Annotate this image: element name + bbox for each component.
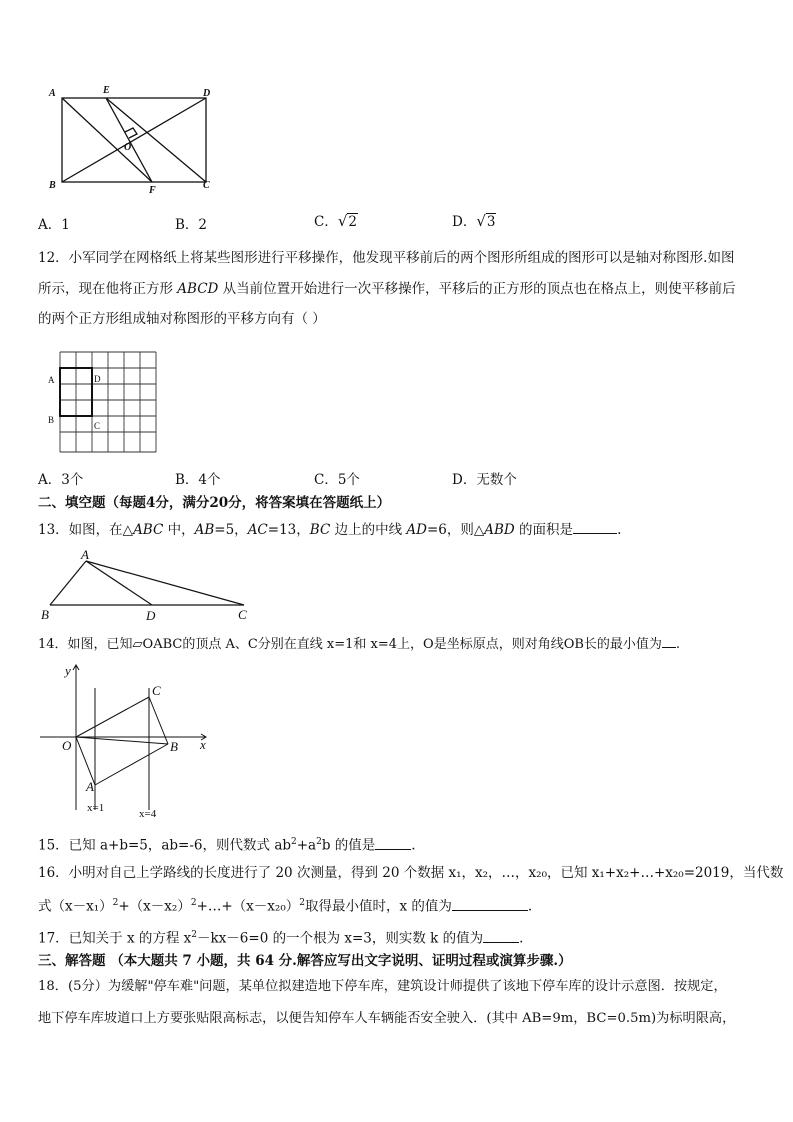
label-D: D — [203, 88, 211, 99]
label-A: A — [49, 88, 56, 99]
label-F: F — [149, 185, 156, 196]
label-A: A — [86, 779, 94, 794]
q11-option-b: B．2 — [175, 217, 208, 233]
label-C: C — [238, 607, 247, 622]
grid-label-C: C — [94, 421, 101, 431]
q17-answer-blank — [483, 929, 519, 943]
q17-text: 17．已知关于 x 的方程 $x^2-kx-6=0$ 的一个根为 x=3，则实数 k 的值为 . — [38, 930, 524, 947]
q18-line-1: 18．(5分）为缓解"停车难"问题，某单位拟建造地下停车库，建筑设计师提供了该地下停车库的设计示意图．按规定， — [38, 979, 727, 994]
section-3-heading: 三、解答题 （本大题共 7 小题，共 64 分.解答应写出文字说明、证明过程或演算步骤.） — [38, 953, 572, 969]
q18-line-2: 地下停车库坡道口上方要张贴限高标志，以便告知停车人车辆能否安全驶入．(其中 AB=9m，BC=0.5m)为标明限高， — [38, 1011, 736, 1026]
diagonal-ob — [76, 737, 168, 744]
q12-line-2: 所示，现在他将正方形 ABCD 从当前位置开始进行一次平移操作，平移后的正方形的顶点也在格点上，则使平移前后 — [38, 281, 736, 297]
q16-answer-blank — [452, 897, 528, 911]
q11-option-a: A．1 — [38, 217, 70, 233]
q12-line-3: 的两个正方形组成轴对称图形的平移方向有（ ） — [38, 311, 326, 327]
q11-option-c: C．√2 — [314, 212, 357, 230]
q15-text: 15．已知 a+b=5，ab=-6，则代数式 $ab^2+a^2b$ 的值是 . — [38, 837, 416, 854]
side-oc — [76, 697, 149, 737]
figure-q11-rectangle — [46, 84, 216, 196]
grid-label-B: B — [48, 415, 55, 425]
label-C: C — [203, 180, 210, 191]
q13-answer-blank — [573, 520, 617, 534]
label-O: O — [62, 738, 72, 753]
label-C: C — [152, 683, 161, 698]
label-B: B — [41, 607, 49, 622]
figure-q13-triangle — [38, 547, 258, 625]
q12-line-1: 12．小军同学在网格纸上将某些图形进行平移操作，他发现平移前后的两个图形所组成的图形可以是轴对称图形.如图 — [38, 250, 735, 266]
diagonal-bd — [62, 98, 206, 182]
side-ab — [95, 744, 168, 785]
median-ad — [86, 561, 152, 605]
q12-option-b: B．4个 — [175, 472, 221, 488]
q12-option-a: A．3个 — [38, 472, 84, 488]
grid-label-D: D — [94, 374, 101, 384]
q16-line-2: 式$(x-x_1)^2+(x-x_2)^2+\dots+(x-x_{20})^2$取得最小值时，x 的值为 . — [38, 898, 533, 915]
grid-label-A: A — [48, 375, 55, 385]
q12-option-d: D．无数个 — [452, 472, 517, 488]
label-D: D — [146, 608, 156, 623]
figure-q14-coordinate — [38, 660, 218, 820]
label-O: O — [124, 142, 132, 153]
q16-line-1: 16．小明对自己上学路线的长度进行了 20 次测量，得到 20 个数据 x₁，x₂，…，x₂₀，已知 x₁+x₂+…+x₂₀=2019，当代数 — [38, 865, 784, 881]
label-B: B — [49, 180, 56, 191]
label-x-equals-4: x=4 — [139, 808, 157, 820]
segment-ef — [106, 98, 152, 182]
side-ab — [50, 561, 86, 605]
figure-q12-grid — [44, 350, 164, 454]
side-oa — [76, 737, 95, 785]
label-A: A — [81, 547, 89, 562]
label-y: y — [65, 663, 71, 678]
q14-answer-blank — [662, 634, 676, 648]
q11-option-d: D．√3 — [452, 212, 496, 230]
label-E: E — [103, 85, 110, 96]
q14-text: 14．如图，已知▱OABC的顶点 A、C分别在直线 x=1和 x=4上，O是坐标原点，则对角线OB长的最小值为 . — [38, 634, 680, 654]
section-2-heading: 二、填空题（每题4分，满分20分，将答案填在答题纸上） — [38, 495, 391, 511]
label-B: B — [170, 739, 178, 754]
label-x: x — [200, 737, 206, 752]
label-x-equals-1: x=1 — [87, 802, 105, 814]
q12-option-c: C．5个 — [314, 472, 360, 488]
side-ac — [86, 561, 244, 605]
segment-af — [62, 98, 152, 182]
q13-text: 13．如图，在△ABC 中，AB=5，AC=13，BC 边上的中线 AD=6，则△ABD 的面积是 . — [38, 522, 622, 538]
segment-ec — [106, 98, 206, 182]
q15-answer-blank — [375, 836, 411, 850]
